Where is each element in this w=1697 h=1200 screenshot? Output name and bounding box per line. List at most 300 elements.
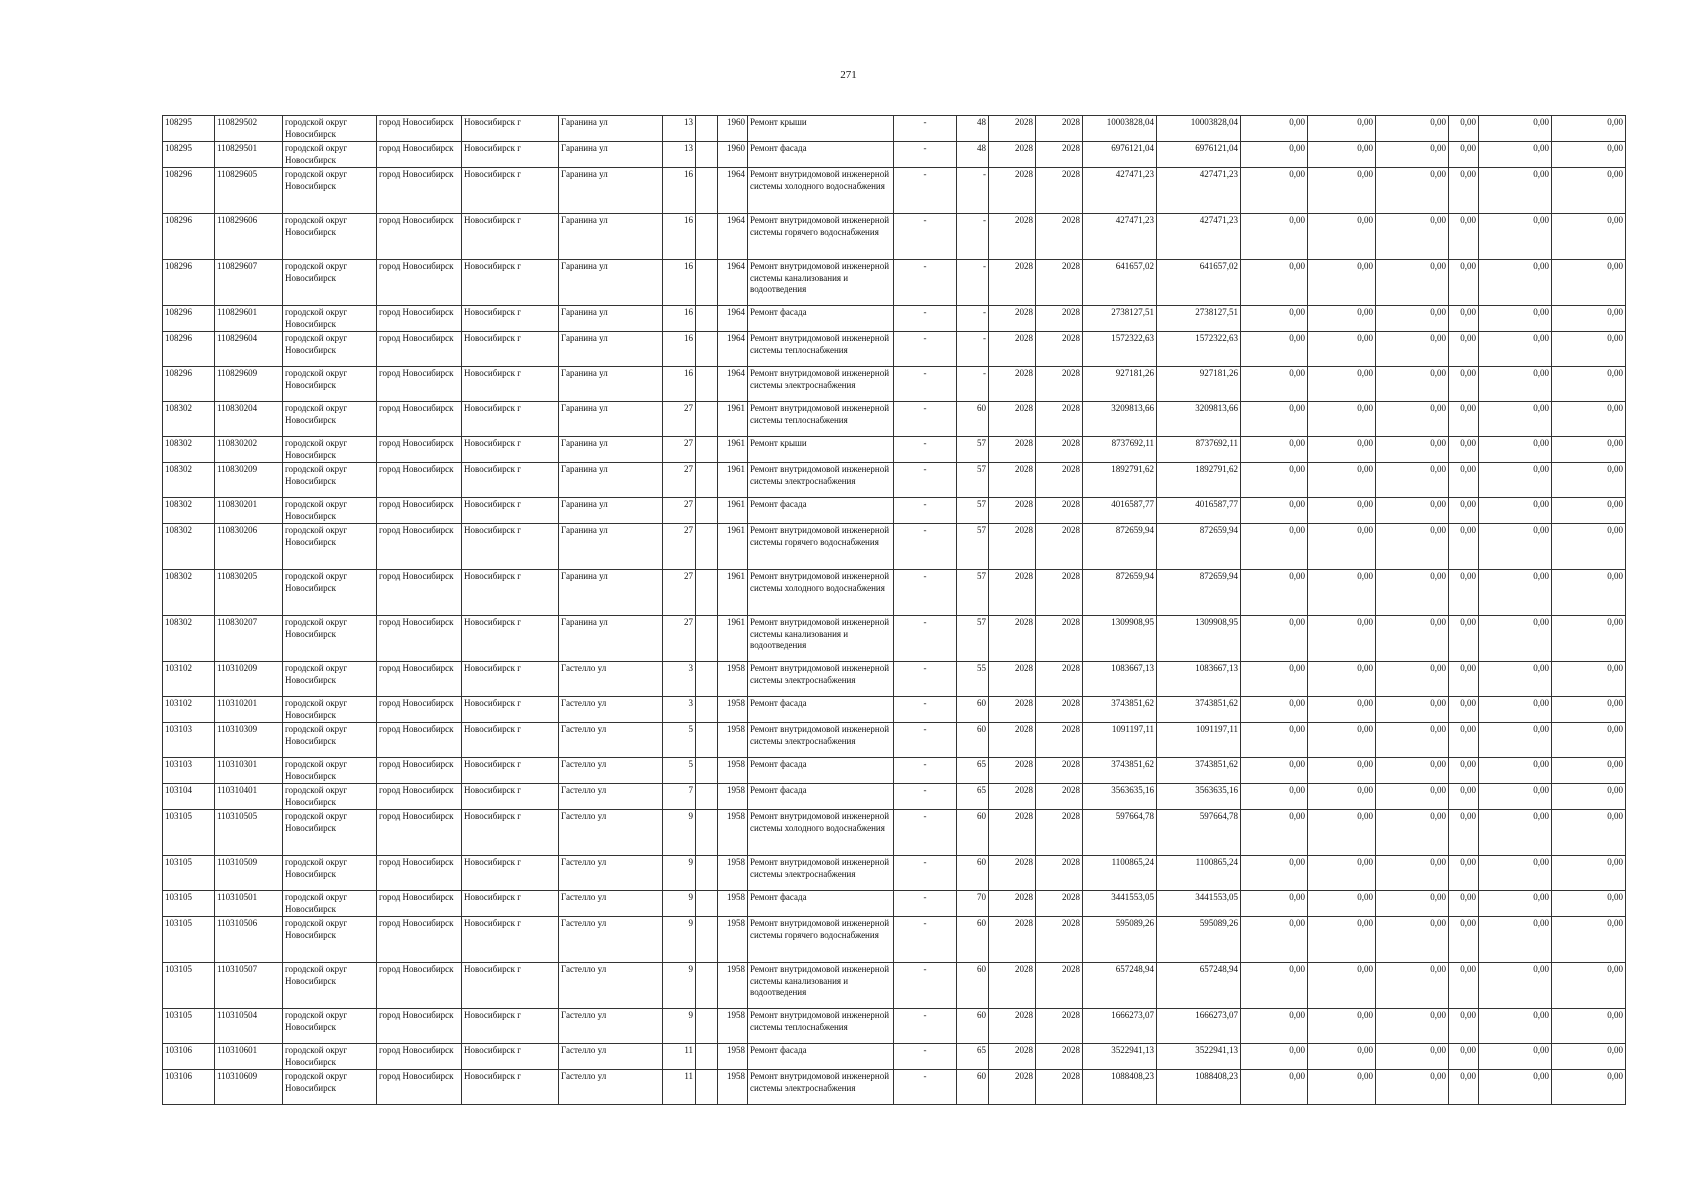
house-number-cell: 9 [663,963,696,1009]
other-funds-cell: 0,00 [1479,758,1552,784]
city-cell: Новосибирск г [462,1009,559,1044]
plan-year-end-cell: 2028 [1036,306,1083,332]
house-number-cell: 9 [663,1009,696,1044]
budget-federal-cell: 0,00 [1241,891,1308,917]
budget-regional-cell: 0,00 [1308,116,1376,142]
budget-federal-cell: 0,00 [1241,784,1308,810]
table-row [163,810,1626,856]
total-cost-cell: 3209813,66 [1083,402,1157,437]
building-cell [696,402,718,437]
year-built-cell: 1964 [718,332,748,367]
settlement-cell: город Новосибирск [377,570,462,616]
plan-year-start-cell: 2028 [989,260,1036,306]
plan-year-end-cell: 2028 [1036,168,1083,214]
year-built-cell: 1958 [718,963,748,1009]
municipality-cell: городской округ Новосибирск [283,662,377,697]
settlement-cell: город Новосибирск [377,498,462,524]
city-cell: Новосибирск г [462,142,559,168]
municipality-cell: городской округ Новосибирск [283,616,377,662]
other-funds-cell: 0,00 [1479,723,1552,758]
extra-funds-cell: 0,00 [1552,524,1626,570]
table-row [163,260,1626,306]
house-id-cell: 108302 [163,463,215,498]
municipality-cell: городской округ Новосибирск [283,570,377,616]
city-cell: Новосибирск г [462,332,559,367]
house-number-cell: 16 [663,168,696,214]
municipality-cell: городской округ Новосибирск [283,1044,377,1070]
budget-local-cell: 0,00 [1376,524,1449,570]
budget-federal-cell: 0,00 [1241,810,1308,856]
extra-funds-cell: 0,00 [1552,616,1626,662]
fund-cost-cell: 427471,23 [1157,168,1241,214]
element-id-cell: 110829601 [215,306,283,332]
street-cell: Гаранина ул [559,570,663,616]
street-cell: Гастелло ул [559,697,663,723]
settlement-cell: город Новосибирск [377,662,462,697]
wear-percent-cell: - [957,214,989,260]
year-built-cell: 1964 [718,260,748,306]
house-number-cell: 27 [663,616,696,662]
city-cell: Новосибирск г [462,437,559,463]
city-cell: Новосибирск г [462,463,559,498]
plan-year-end-cell: 2028 [1036,1044,1083,1070]
house-id-cell: 108302 [163,524,215,570]
owners-share-cell: 0,00 [1449,891,1479,917]
budget-regional-cell: 0,00 [1308,214,1376,260]
owners-share-cell: 0,00 [1449,1070,1479,1105]
budget-local-cell: 0,00 [1376,367,1449,402]
plan-year-end-cell: 2028 [1036,723,1083,758]
street-cell: Гаранина ул [559,260,663,306]
table-row [163,758,1626,784]
term-cell-cell: - [894,260,957,306]
owners-share-cell: 0,00 [1449,917,1479,963]
plan-year-start-cell: 2028 [989,784,1036,810]
table-row [163,1070,1626,1105]
owners-share-cell: 0,00 [1449,616,1479,662]
work-type-cell: Ремонт внутридомовой инженерной системы канализования и водоотведения [748,260,894,306]
year-built-cell: 1958 [718,784,748,810]
municipality-cell: городской округ Новосибирск [283,856,377,891]
house-number-cell: 9 [663,810,696,856]
street-cell: Гаранина ул [559,616,663,662]
wear-percent-cell: 60 [957,1009,989,1044]
year-built-cell: 1960 [718,142,748,168]
year-built-cell: 1961 [718,437,748,463]
plan-year-start-cell: 2028 [989,214,1036,260]
extra-funds-cell: 0,00 [1552,437,1626,463]
total-cost-cell: 1892791,62 [1083,463,1157,498]
house-id-cell: 108296 [163,306,215,332]
building-cell [696,856,718,891]
plan-year-end-cell: 2028 [1036,402,1083,437]
plan-year-end-cell: 2028 [1036,463,1083,498]
house-number-cell: 16 [663,306,696,332]
building-cell [696,524,718,570]
term-cell-cell: - [894,168,957,214]
budget-local-cell: 0,00 [1376,402,1449,437]
term-cell-cell: - [894,214,957,260]
plan-year-start-cell: 2028 [989,1044,1036,1070]
fund-cost-cell: 597664,78 [1157,810,1241,856]
plan-year-start-cell: 2028 [989,116,1036,142]
element-id-cell: 110310501 [215,891,283,917]
owners-share-cell: 0,00 [1449,367,1479,402]
plan-year-end-cell: 2028 [1036,142,1083,168]
building-cell [696,437,718,463]
owners-share-cell: 0,00 [1449,168,1479,214]
table-row [163,917,1626,963]
year-built-cell: 1964 [718,367,748,402]
plan-year-end-cell: 2028 [1036,917,1083,963]
fund-cost-cell: 872659,94 [1157,524,1241,570]
building-cell [696,1044,718,1070]
term-cell-cell: - [894,402,957,437]
wear-percent-cell: 48 [957,142,989,168]
year-built-cell: 1961 [718,524,748,570]
wear-percent-cell: 70 [957,891,989,917]
budget-local-cell: 0,00 [1376,437,1449,463]
street-cell: Гаранина ул [559,306,663,332]
house-number-cell: 27 [663,463,696,498]
house-number-cell: 9 [663,856,696,891]
municipality-cell: городской округ Новосибирск [283,963,377,1009]
wear-percent-cell: 57 [957,437,989,463]
municipality-cell: городской округ Новосибирск [283,723,377,758]
term-cell-cell: - [894,116,957,142]
budget-regional-cell: 0,00 [1308,463,1376,498]
budget-regional-cell: 0,00 [1308,1044,1376,1070]
plan-year-start-cell: 2028 [989,463,1036,498]
city-cell: Новосибирск г [462,1044,559,1070]
plan-year-start-cell: 2028 [989,917,1036,963]
work-type-cell: Ремонт внутридомовой инженерной системы теплоснабжения [748,332,894,367]
city-cell: Новосибирск г [462,856,559,891]
settlement-cell: город Новосибирск [377,810,462,856]
wear-percent-cell: 60 [957,723,989,758]
fund-cost-cell: 3522941,13 [1157,1044,1241,1070]
street-cell: Гастелло ул [559,1044,663,1070]
municipality-cell: городской округ Новосибирск [283,168,377,214]
budget-regional-cell: 0,00 [1308,758,1376,784]
budget-regional-cell: 0,00 [1308,260,1376,306]
municipality-cell: городской округ Новосибирск [283,524,377,570]
element-id-cell: 110830207 [215,616,283,662]
work-type-cell: Ремонт внутридомовой инженерной системы электроснабжения [748,662,894,697]
city-cell: Новосибирск г [462,662,559,697]
house-id-cell: 108296 [163,260,215,306]
work-type-cell: Ремонт крыши [748,116,894,142]
fund-cost-cell: 1666273,07 [1157,1009,1241,1044]
budget-regional-cell: 0,00 [1308,524,1376,570]
budget-local-cell: 0,00 [1376,723,1449,758]
building-cell [696,367,718,402]
fund-cost-cell: 8737692,11 [1157,437,1241,463]
extra-funds-cell: 0,00 [1552,498,1626,524]
budget-local-cell: 0,00 [1376,332,1449,367]
street-cell: Гастелло ул [559,810,663,856]
budget-federal-cell: 0,00 [1241,1009,1308,1044]
budget-regional-cell: 0,00 [1308,1070,1376,1105]
budget-federal-cell: 0,00 [1241,463,1308,498]
year-built-cell: 1958 [718,697,748,723]
building-cell [696,963,718,1009]
municipality-cell: городской округ Новосибирск [283,784,377,810]
term-cell-cell: - [894,662,957,697]
wear-percent-cell: 60 [957,856,989,891]
wear-percent-cell: - [957,306,989,332]
house-id-cell: 108296 [163,214,215,260]
wear-percent-cell: 65 [957,758,989,784]
owners-share-cell: 0,00 [1449,116,1479,142]
extra-funds-cell: 0,00 [1552,810,1626,856]
building-cell [696,917,718,963]
total-cost-cell: 2738127,51 [1083,306,1157,332]
other-funds-cell: 0,00 [1479,142,1552,168]
owners-share-cell: 0,00 [1449,463,1479,498]
city-cell: Новосибирск г [462,891,559,917]
fund-cost-cell: 4016587,77 [1157,498,1241,524]
fund-cost-cell: 427471,23 [1157,214,1241,260]
budget-local-cell: 0,00 [1376,891,1449,917]
house-id-cell: 108302 [163,402,215,437]
other-funds-cell: 0,00 [1479,662,1552,697]
budget-federal-cell: 0,00 [1241,168,1308,214]
city-cell: Новосибирск г [462,784,559,810]
budget-federal-cell: 0,00 [1241,1044,1308,1070]
table-row [163,784,1626,810]
extra-funds-cell: 0,00 [1552,1070,1626,1105]
house-number-cell: 5 [663,723,696,758]
fund-cost-cell: 641657,02 [1157,260,1241,306]
house-number-cell: 16 [663,214,696,260]
city-cell: Новосибирск г [462,616,559,662]
term-cell-cell: - [894,524,957,570]
table-row [163,214,1626,260]
building-cell [696,1009,718,1044]
other-funds-cell: 0,00 [1479,367,1552,402]
wear-percent-cell: 60 [957,1070,989,1105]
budget-regional-cell: 0,00 [1308,498,1376,524]
budget-local-cell: 0,00 [1376,142,1449,168]
term-cell-cell: - [894,723,957,758]
house-id-cell: 103102 [163,662,215,697]
other-funds-cell: 0,00 [1479,524,1552,570]
other-funds-cell: 0,00 [1479,1070,1552,1105]
term-cell-cell: - [894,1009,957,1044]
budget-local-cell: 0,00 [1376,856,1449,891]
owners-share-cell: 0,00 [1449,332,1479,367]
table-row [163,332,1626,367]
other-funds-cell: 0,00 [1479,437,1552,463]
building-cell [696,1070,718,1105]
term-cell-cell: - [894,963,957,1009]
budget-regional-cell: 0,00 [1308,723,1376,758]
plan-year-end-cell: 2028 [1036,367,1083,402]
budget-local-cell: 0,00 [1376,1070,1449,1105]
budget-federal-cell: 0,00 [1241,367,1308,402]
extra-funds-cell: 0,00 [1552,116,1626,142]
plan-year-end-cell: 2028 [1036,437,1083,463]
wear-percent-cell: 65 [957,784,989,810]
building-cell [696,697,718,723]
budget-regional-cell: 0,00 [1308,810,1376,856]
municipality-cell: городской округ Новосибирск [283,367,377,402]
settlement-cell: город Новосибирск [377,402,462,437]
house-number-cell: 11 [663,1044,696,1070]
work-type-cell: Ремонт внутридомовой инженерной системы холодного водоснабжения [748,168,894,214]
fund-cost-cell: 3441553,05 [1157,891,1241,917]
street-cell: Гастелло ул [559,963,663,1009]
building-cell [696,784,718,810]
element-id-cell: 110310201 [215,697,283,723]
settlement-cell: город Новосибирск [377,697,462,723]
budget-federal-cell: 0,00 [1241,214,1308,260]
year-built-cell: 1958 [718,891,748,917]
element-id-cell: 110830205 [215,570,283,616]
budget-local-cell: 0,00 [1376,498,1449,524]
other-funds-cell: 0,00 [1479,1044,1552,1070]
element-id-cell: 110829501 [215,142,283,168]
plan-year-end-cell: 2028 [1036,214,1083,260]
extra-funds-cell: 0,00 [1552,697,1626,723]
plan-year-start-cell: 2028 [989,697,1036,723]
budget-federal-cell: 0,00 [1241,758,1308,784]
budget-federal-cell: 0,00 [1241,306,1308,332]
year-built-cell: 1958 [718,856,748,891]
table-row [163,1009,1626,1044]
plan-year-start-cell: 2028 [989,758,1036,784]
work-type-cell: Ремонт внутридомовой инженерной системы горячего водоснабжения [748,524,894,570]
city-cell: Новосибирск г [462,214,559,260]
street-cell: Гаранина ул [559,402,663,437]
budget-local-cell: 0,00 [1376,214,1449,260]
plan-year-start-cell: 2028 [989,856,1036,891]
total-cost-cell: 3522941,13 [1083,1044,1157,1070]
element-id-cell: 110830204 [215,402,283,437]
budget-regional-cell: 0,00 [1308,963,1376,1009]
plan-year-end-cell: 2028 [1036,1070,1083,1105]
work-type-cell: Ремонт внутридомовой инженерной системы электроснабжения [748,723,894,758]
street-cell: Гастелло ул [559,856,663,891]
plan-year-start-cell: 2028 [989,616,1036,662]
element-id-cell: 110310309 [215,723,283,758]
building-cell [696,723,718,758]
house-id-cell: 103105 [163,856,215,891]
work-type-cell: Ремонт фасада [748,1044,894,1070]
extra-funds-cell: 0,00 [1552,463,1626,498]
budget-federal-cell: 0,00 [1241,142,1308,168]
work-type-cell: Ремонт внутридомовой инженерной системы холодного водоснабжения [748,570,894,616]
house-id-cell: 103104 [163,784,215,810]
budget-regional-cell: 0,00 [1308,616,1376,662]
extra-funds-cell: 0,00 [1552,723,1626,758]
work-type-cell: Ремонт внутридомовой инженерной системы горячего водоснабжения [748,214,894,260]
building-cell [696,662,718,697]
house-id-cell: 103102 [163,697,215,723]
total-cost-cell: 1091197,11 [1083,723,1157,758]
term-cell-cell: - [894,570,957,616]
settlement-cell: город Новосибирск [377,963,462,1009]
extra-funds-cell: 0,00 [1552,168,1626,214]
plan-year-start-cell: 2028 [989,332,1036,367]
owners-share-cell: 0,00 [1449,437,1479,463]
municipality-cell: городской округ Новосибирск [283,142,377,168]
wear-percent-cell: 60 [957,697,989,723]
wear-percent-cell: 57 [957,463,989,498]
wear-percent-cell: 60 [957,402,989,437]
other-funds-cell: 0,00 [1479,498,1552,524]
house-number-cell: 27 [663,402,696,437]
building-cell [696,168,718,214]
street-cell: Гастелло ул [559,784,663,810]
owners-share-cell: 0,00 [1449,1009,1479,1044]
table-row [163,367,1626,402]
other-funds-cell: 0,00 [1479,570,1552,616]
building-cell [696,891,718,917]
budget-federal-cell: 0,00 [1241,723,1308,758]
building-cell [696,332,718,367]
work-type-cell: Ремонт внутридомовой инженерной системы холодного водоснабжения [748,810,894,856]
budget-regional-cell: 0,00 [1308,142,1376,168]
table-row [163,1044,1626,1070]
year-built-cell: 1964 [718,214,748,260]
work-type-cell: Ремонт внутридомовой инженерной системы электроснабжения [748,1070,894,1105]
house-number-cell: 16 [663,367,696,402]
street-cell: Гаранина ул [559,367,663,402]
house-number-cell: 13 [663,116,696,142]
house-number-cell: 27 [663,570,696,616]
other-funds-cell: 0,00 [1479,168,1552,214]
plan-year-start-cell: 2028 [989,723,1036,758]
table-row [163,437,1626,463]
element-id-cell: 110310506 [215,917,283,963]
street-cell: Гаранина ул [559,116,663,142]
plan-year-end-cell: 2028 [1036,498,1083,524]
fund-cost-cell: 872659,94 [1157,570,1241,616]
work-type-cell: Ремонт фасада [748,784,894,810]
owners-share-cell: 0,00 [1449,524,1479,570]
owners-share-cell: 0,00 [1449,402,1479,437]
table-row [163,856,1626,891]
fund-cost-cell: 595089,26 [1157,917,1241,963]
settlement-cell: город Новосибирск [377,891,462,917]
building-cell [696,498,718,524]
table-row [163,524,1626,570]
fund-cost-cell: 1100865,24 [1157,856,1241,891]
city-cell: Новосибирск г [462,498,559,524]
owners-share-cell: 0,00 [1449,570,1479,616]
budget-regional-cell: 0,00 [1308,367,1376,402]
total-cost-cell: 1666273,07 [1083,1009,1157,1044]
extra-funds-cell: 0,00 [1552,367,1626,402]
fund-cost-cell: 1083667,13 [1157,662,1241,697]
extra-funds-cell: 0,00 [1552,784,1626,810]
house-id-cell: 108295 [163,142,215,168]
street-cell: Гаранина ул [559,168,663,214]
year-built-cell: 1961 [718,463,748,498]
house-id-cell: 108295 [163,116,215,142]
street-cell: Гаранина ул [559,437,663,463]
municipality-cell: городской округ Новосибирск [283,116,377,142]
wear-percent-cell: - [957,168,989,214]
work-type-cell: Ремонт внутридомовой инженерной системы электроснабжения [748,463,894,498]
house-id-cell: 103103 [163,723,215,758]
total-cost-cell: 10003828,04 [1083,116,1157,142]
other-funds-cell: 0,00 [1479,891,1552,917]
house-number-cell: 3 [663,697,696,723]
total-cost-cell: 1309908,95 [1083,616,1157,662]
